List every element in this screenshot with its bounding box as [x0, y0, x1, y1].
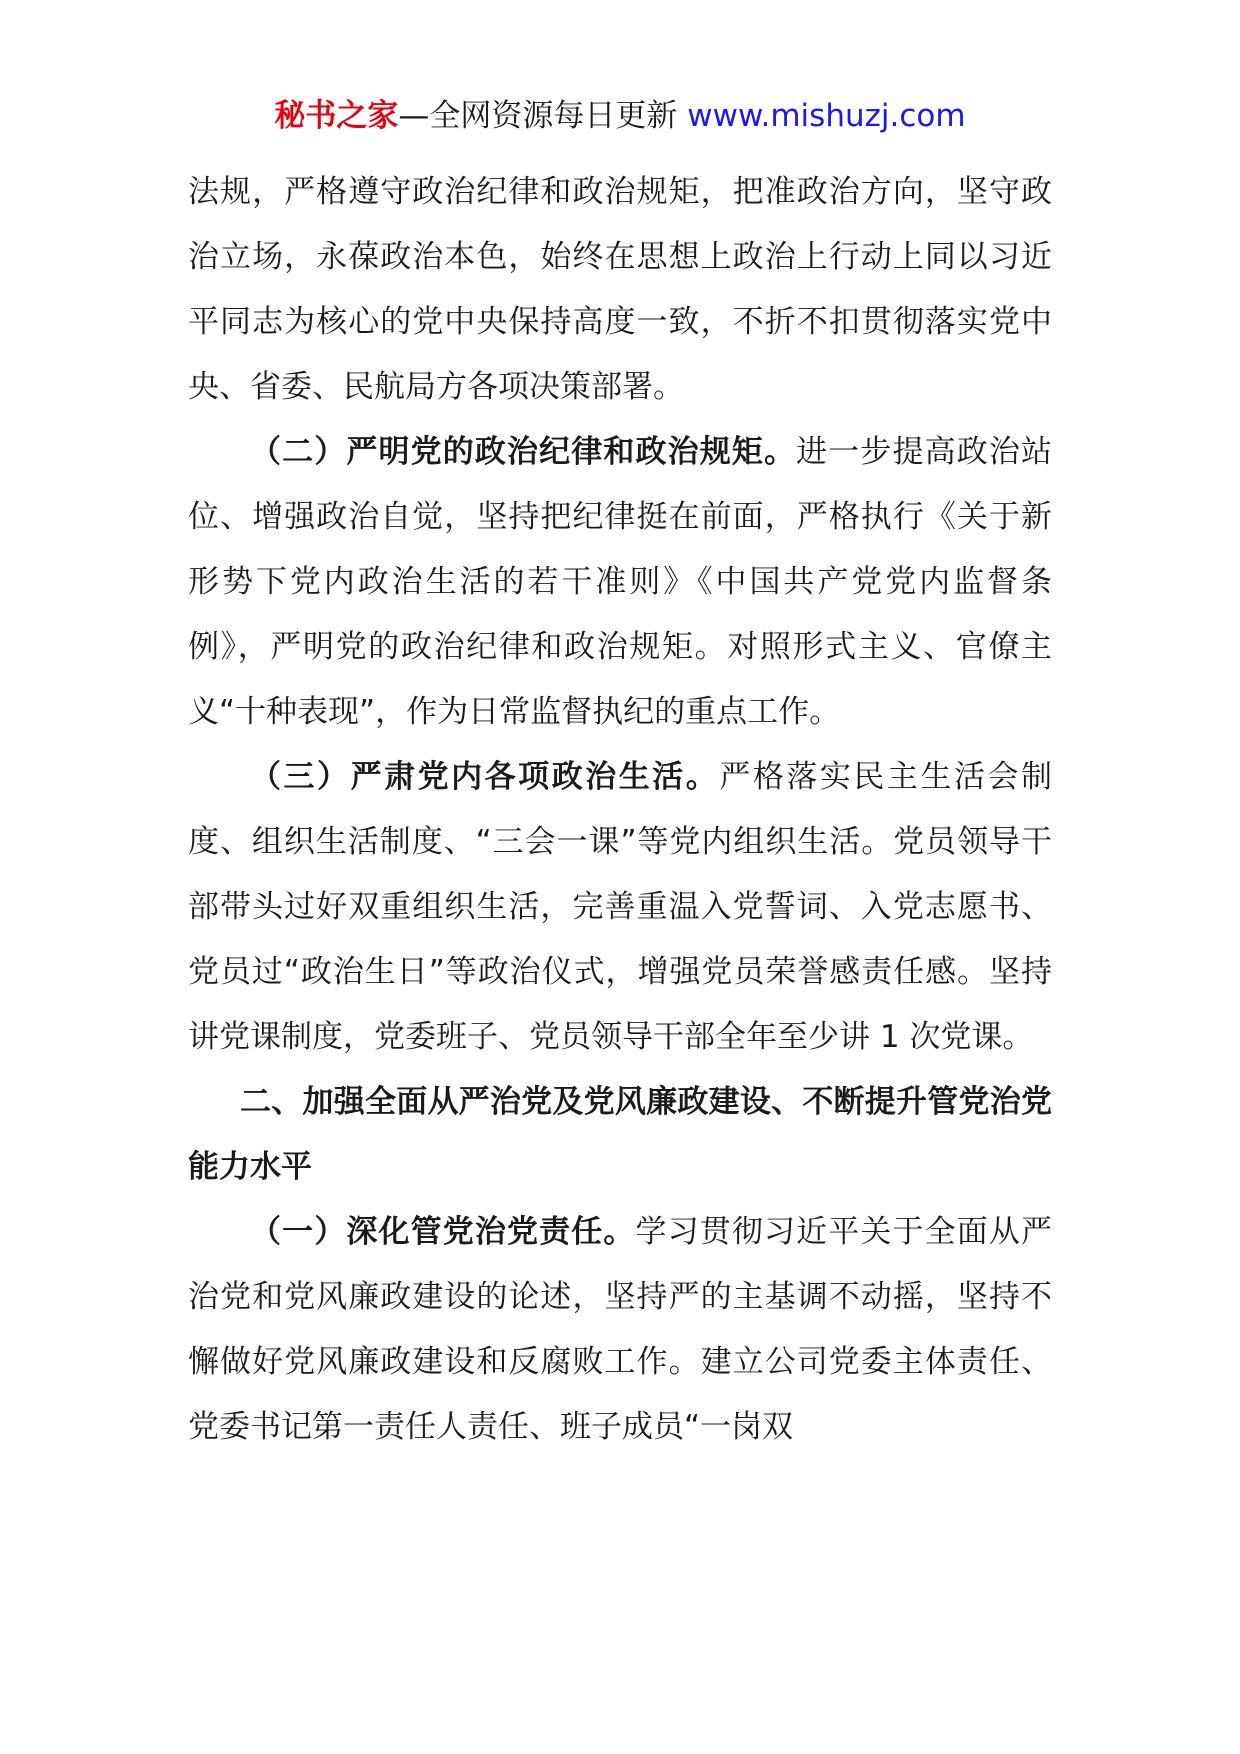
paragraph-continued: 法规，严格遵守政治纪律和政治规矩，把准政治方向，坚守政治立场，永葆政治本色，始终在思想上政治上行动上同以习近平同志为核心的党中央保持高度一致，不折不扣贯彻落实党中央、省委、民航局方各项决策部署。 [188, 174, 1052, 405]
site-brand: 秘书之家 [274, 98, 399, 134]
site-slogan: —全网资源每日更新 [398, 98, 678, 134]
site-header [0, 96, 1240, 136]
subheading-political-discipline: （二）严明党的政治纪律和政治规矩。 [250, 434, 797, 470]
paragraph-party-responsibility [188, 1200, 1052, 1460]
section-heading-two: 二、加强全面从严治党及党风廉政建设、不断提升管党治党能力水平 [188, 1084, 1052, 1185]
paragraph-text: 学习贯彻习近平关于全面从严治党和党风廉政建设的论述，坚持严的主基调不动摇，坚持不懈做好党风廉政建设和反腐败工作。建立公司党委主体责任、党委书记第一责任人责任、班子成员“一岗双 [188, 1214, 1052, 1445]
subheading-political-life: （三）严肃党内各项政治生活。 [250, 759, 720, 795]
paragraph-political-discipline [188, 420, 1052, 745]
paragraph-political-life [188, 745, 1052, 1070]
site-url-link[interactable]: www.mishuzj.com [687, 98, 966, 134]
paragraph-text: 严格落实民主生活会制度、组织生活制度、“三会一课”等党内组织生活。党员领导干部带头过好双重组织生活，完善重温入党誓词、入党志愿书、党员过“政治生日”等政治仪式，增强党员荣誉感责任感。坚持讲党课制度，党委班子、党员领导干部全年至少讲 1 次党课。 [188, 759, 1053, 1055]
document-body [188, 160, 1052, 1460]
paragraph-text: 进一步提高政治站位、增强政治自觉，坚持把纪律挺在前面，严格执行《关于新形势下党内政治生活的若干准则》《中国共产党党内监督条例》，严明党的政治纪律和政治规矩。对照形式主义、官僚主义“十种表现”，作为日常监督执纪的重点工作。 [188, 434, 1052, 730]
subheading-party-responsibility: （一）深化管党治党责任。 [250, 1214, 636, 1250]
